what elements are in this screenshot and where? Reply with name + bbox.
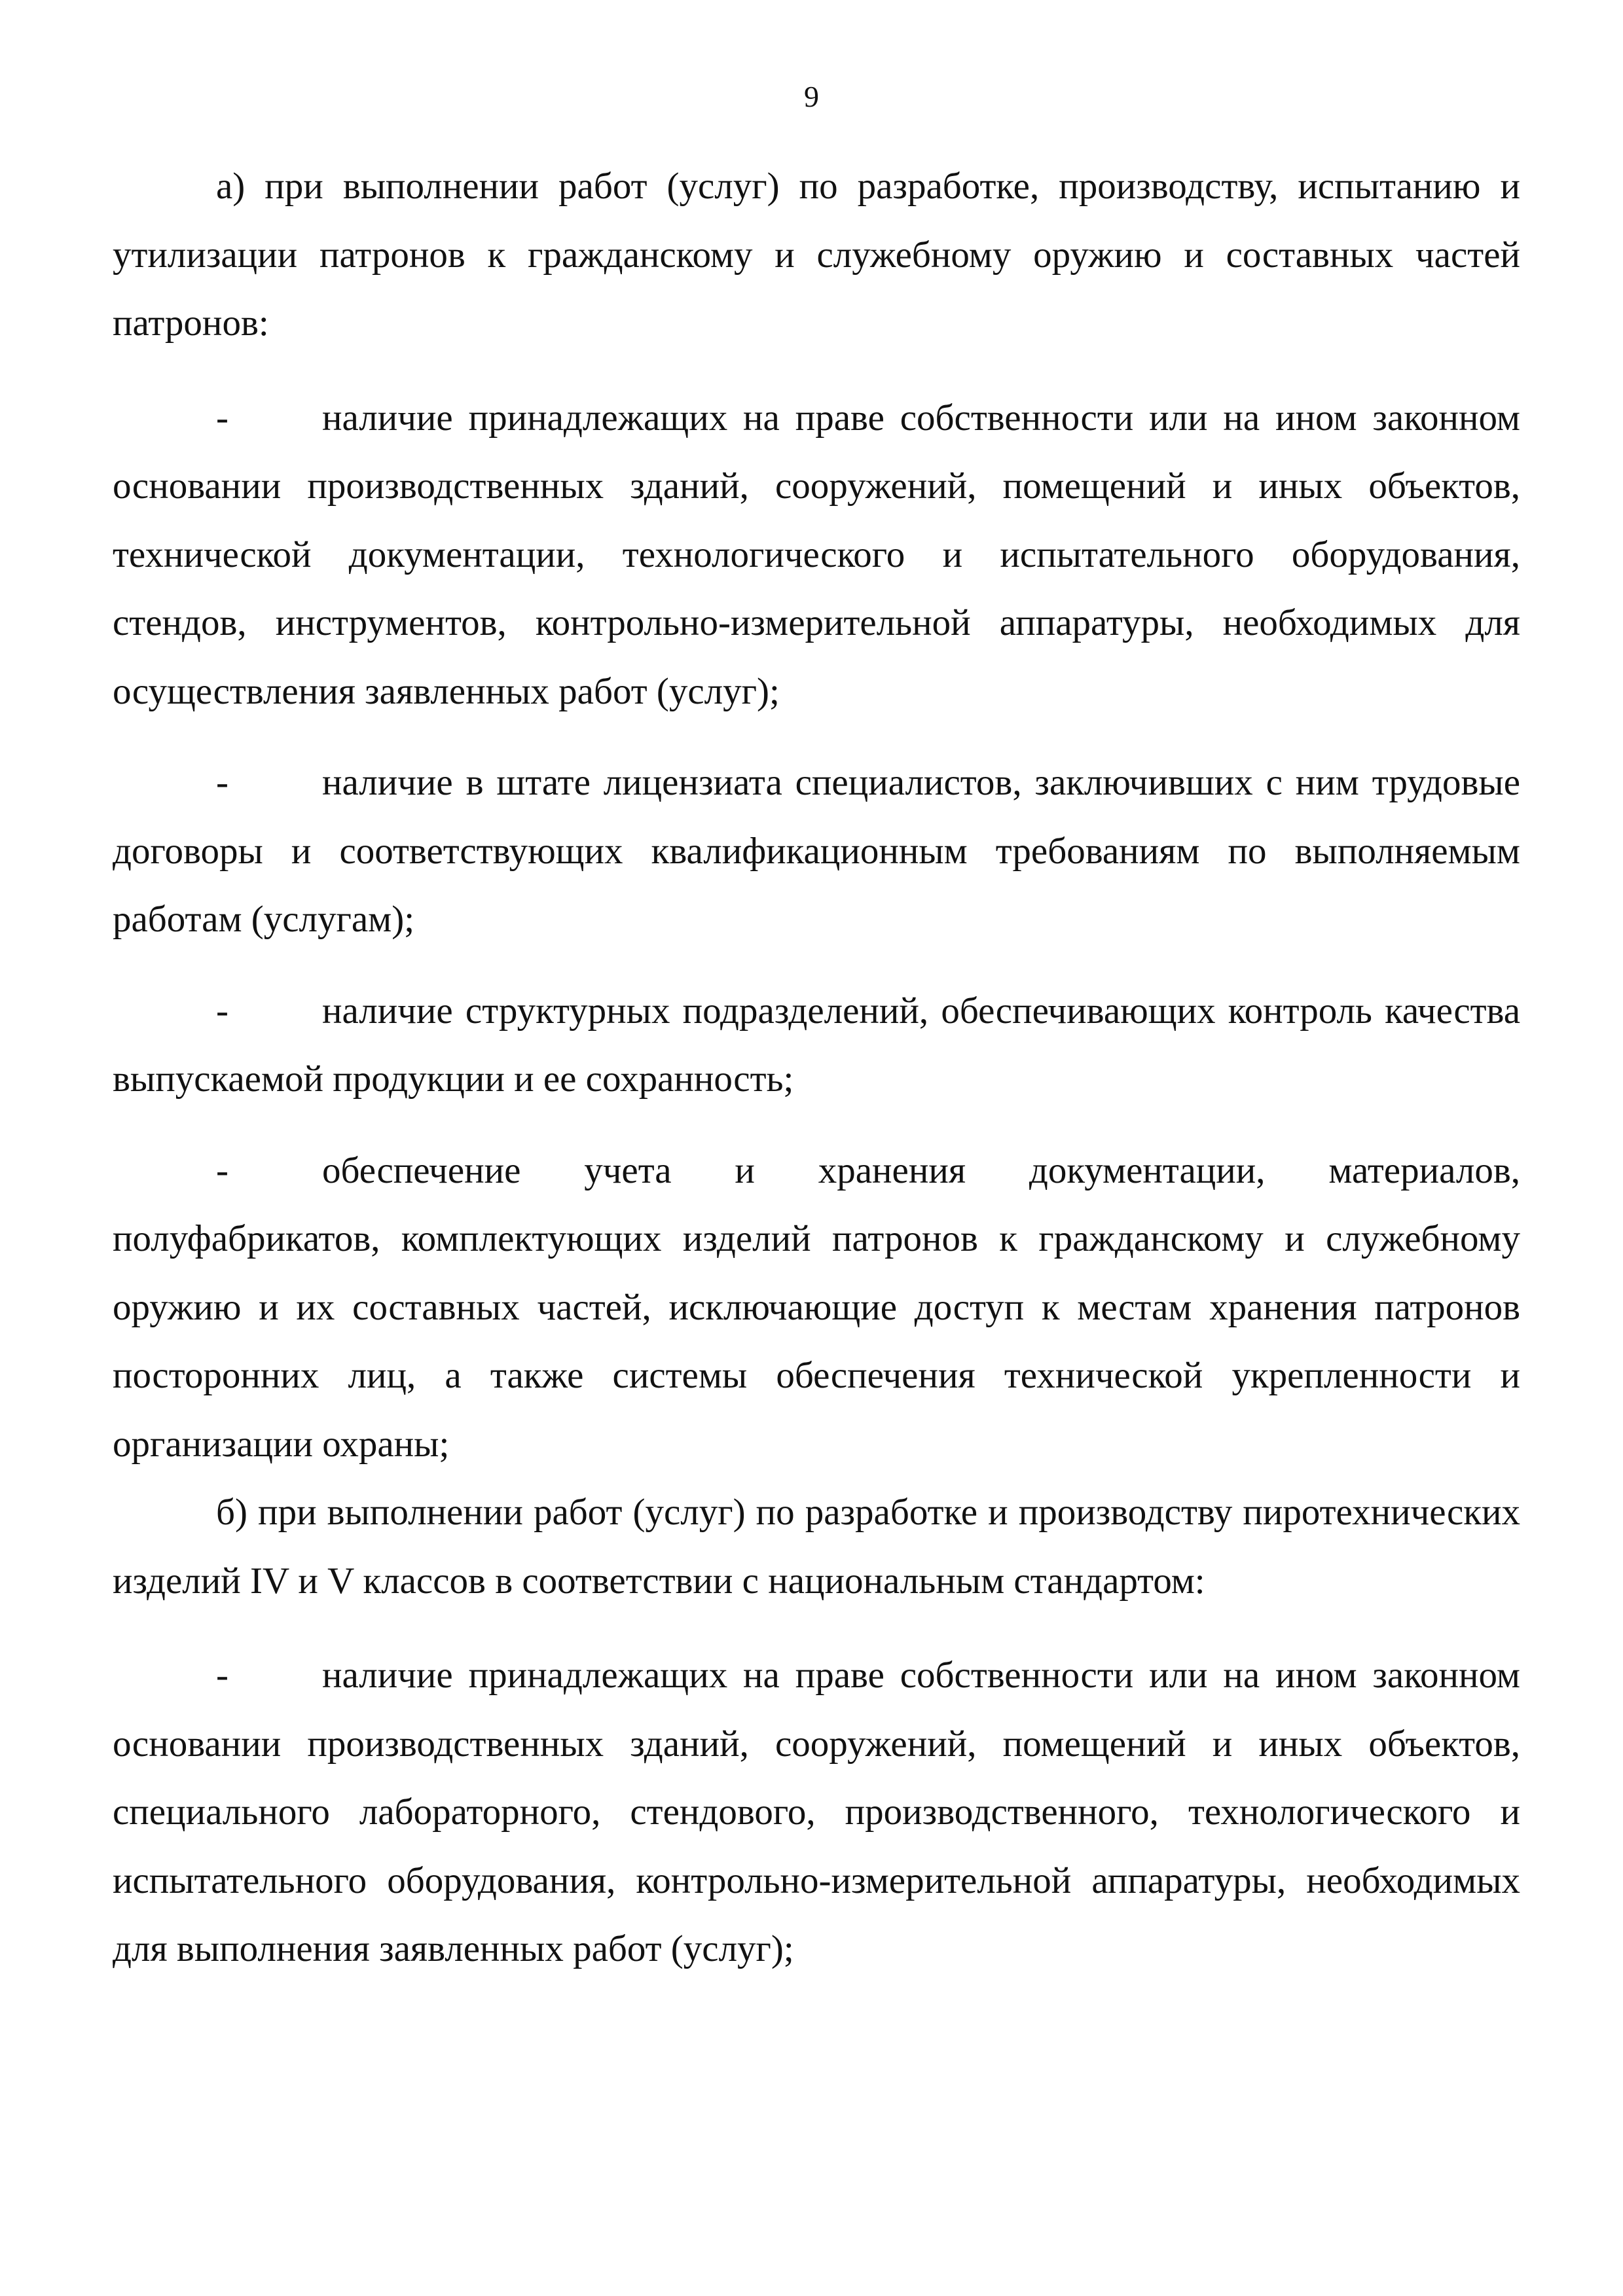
- list-item-text: наличие структурных подразделений, обеспечивающих контроль качества выпускаемой продукции и ее сохранность;: [113, 990, 1520, 1100]
- list-item: [113, 977, 1520, 1114]
- list-item: [113, 749, 1520, 954]
- list-item-text: наличие принадлежащих на праве собственности или на ином законном основании производственных зданий, сооружений, помещений и иных объектов, технической документации, технологического и испытательного оборудования, стендов, инструментов, контрольно-измерительной аппаратуры, необходимых для осуществления заявленных работ (услуг);: [113, 397, 1520, 712]
- bullet-dash: -: [216, 762, 228, 803]
- list-item-text: обеспечение учета и хранения документации, материалов, полуфабрикатов, комплектующих изделий патронов к гражданскому и служебному оружию и их составных частей, исключающие доступ к местам хранения патронов посторонних лиц, а также системы обеспечения технической укрепленности и организации охраны;: [113, 1149, 1520, 1465]
- list-item: [113, 384, 1520, 726]
- document-body: [113, 152, 1520, 1984]
- list-item-text: наличие в штате лицензиата специалистов, заключивших с ним трудовые договоры и соответствующих квалификационным требованиям по выполняемым работам (услугам);: [113, 762, 1520, 940]
- section-b-intro: б) при выполнении работ (услуг) по разработке и производству пиротехнических изделий IV и V классов в соответствии с национальным стандартом:: [113, 1492, 1520, 1602]
- bullet-dash: -: [216, 1149, 228, 1191]
- list-item-text: наличие принадлежащих на праве собственности или на ином законном основании производственных зданий, сооружений, помещений и иных объектов, специального лабораторного, стендового, производственного, технологического и испытательного оборудования, контрольно-измерительной аппаратуры, необходимых для выполнения заявленных работ (услуг);: [113, 1655, 1520, 1969]
- bullet-dash: -: [216, 397, 228, 439]
- bullet-dash: -: [216, 990, 228, 1031]
- page-number: 9: [804, 80, 819, 113]
- section-a-intro: а) при выполнении работ (услуг) по разработке, производству, испытанию и утилизации патронов к гражданскому и служебному оружию и составных частей патронов:: [113, 166, 1520, 344]
- list-item: [113, 1137, 1520, 1479]
- bullet-dash: -: [216, 1655, 228, 1696]
- list-item: [113, 1641, 1520, 1984]
